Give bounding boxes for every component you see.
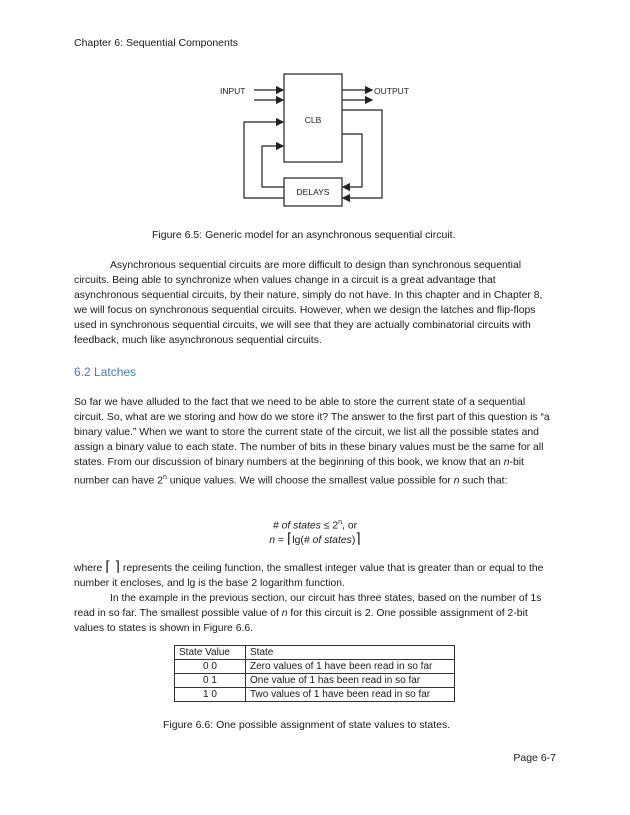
state-desc-cell: Two values of 1 have been read in so far bbox=[246, 688, 455, 702]
ceiling-close: ⌉ bbox=[355, 530, 361, 547]
table-header-row bbox=[175, 646, 455, 660]
formula-sup: n bbox=[338, 519, 343, 526]
example-text-1: In the example in the previous section, our circuit has three states, based on the number of 1s read in so far. The smallest possible value of bbox=[74, 593, 542, 619]
paragraph-async-text: Asynchronous sequential circuits are more difficult to design than synchronous sequential circuits. Being able to synchronize when values change in a circuit is a great advantage that asynchronous sequential circuits, by their nature, simply do not have. In this chapter and in Chapter 8, we will focus on synchronous sequential circuits. However, when we design the latches and flip-flops used in synchronous sequential circuits, we will see that they are actually combinatorial circuits with feedback, much like asynchronous sequential circuits. bbox=[74, 260, 543, 346]
page-number: Page 6-7 bbox=[513, 752, 556, 764]
state-value-cell: 0 1 bbox=[175, 674, 246, 688]
latches-text-3: unique values. We will choose the smallest value possible for bbox=[166, 475, 454, 487]
ceiling-open: ⌈ bbox=[286, 530, 293, 547]
ceiling-text-pre: where bbox=[74, 563, 106, 574]
state-desc-cell: One value of 1 has been read in so far bbox=[246, 674, 455, 688]
formula-arg: # of states bbox=[303, 535, 352, 547]
table-row bbox=[175, 674, 455, 688]
formula-close: ) bbox=[351, 535, 356, 547]
latches-text-4: such that: bbox=[459, 475, 508, 487]
output-label: OUTPUT bbox=[374, 86, 409, 96]
header-state: State bbox=[246, 646, 455, 660]
latches-text-2: -bit number can have 2 bbox=[74, 457, 524, 487]
formula-block bbox=[0, 515, 630, 548]
feedback-inner-return bbox=[262, 146, 284, 187]
state-value-cell: 1 0 bbox=[175, 688, 246, 702]
formula-rel: ≤ 2 bbox=[320, 520, 339, 532]
formula-states: # of states bbox=[272, 520, 321, 532]
clb-label: CLB bbox=[304, 115, 322, 125]
formula-tail: , or bbox=[342, 520, 358, 532]
formula-lg: lg( bbox=[292, 535, 304, 547]
figure-6-5-caption: Figure 6.5: Generic model for an asynchronous sequential circuit. bbox=[152, 229, 456, 241]
state-assignment-table bbox=[174, 645, 455, 702]
example-text-2: for this circuit is 2. One possible assignment of 2-bit values to states is shown in Figure 6.6. bbox=[74, 608, 528, 634]
section-heading: 6.2 Latches bbox=[74, 365, 137, 379]
state-value-cell: 0 0 bbox=[175, 660, 246, 674]
latches-var-n2: n bbox=[453, 475, 460, 487]
latches-text-1: So far we have alluded to the fact that we need to be able to store the current state of a sequential circuit. So, what are we storing and how do we store it? The answer to the first part of this question is “a binary value.” When we want to store the current state of the circuit, we list all the possible states and assign a binary value to each state. The number of bits in these binary values must be the same for all states. From our discussion of binary numbers at the beginning of this book, we know that an bbox=[74, 397, 550, 468]
running-header: Chapter 6: Sequential Components bbox=[74, 37, 239, 49]
example-var-n: n bbox=[281, 608, 288, 619]
delays-label: DELAYS bbox=[296, 187, 330, 197]
paragraph-ceiling bbox=[74, 558, 556, 636]
state-desc-cell: Zero values of 1 have been read in so far bbox=[246, 660, 455, 674]
latches-var-n1: n bbox=[503, 457, 510, 468]
latches-sup-n: n bbox=[162, 474, 167, 481]
formula-line-1 bbox=[0, 515, 630, 533]
table-row bbox=[175, 660, 455, 674]
formula-line-2 bbox=[0, 530, 630, 548]
table-row bbox=[175, 688, 455, 702]
input-label: INPUT bbox=[220, 86, 246, 96]
figure-6-6-caption: Figure 6.6: One possible assignment of state values to states. bbox=[163, 719, 451, 731]
header-state-value: State Value bbox=[175, 646, 246, 660]
ceiling-text-post: represents the ceiling function, the smallest integer value that is greater than or equal to the number it encloses, and lg is the base 2 logarithm function. bbox=[74, 563, 544, 589]
feedback-inner bbox=[342, 134, 362, 187]
paragraph-latches bbox=[74, 395, 556, 488]
asynchronous-circuit-diagram bbox=[214, 70, 414, 210]
paragraph-async bbox=[74, 258, 556, 348]
ceiling-brackets: ⌈ ⌉ bbox=[105, 558, 121, 574]
formula-n: n bbox=[269, 535, 275, 547]
formula-eq: = bbox=[275, 535, 287, 547]
